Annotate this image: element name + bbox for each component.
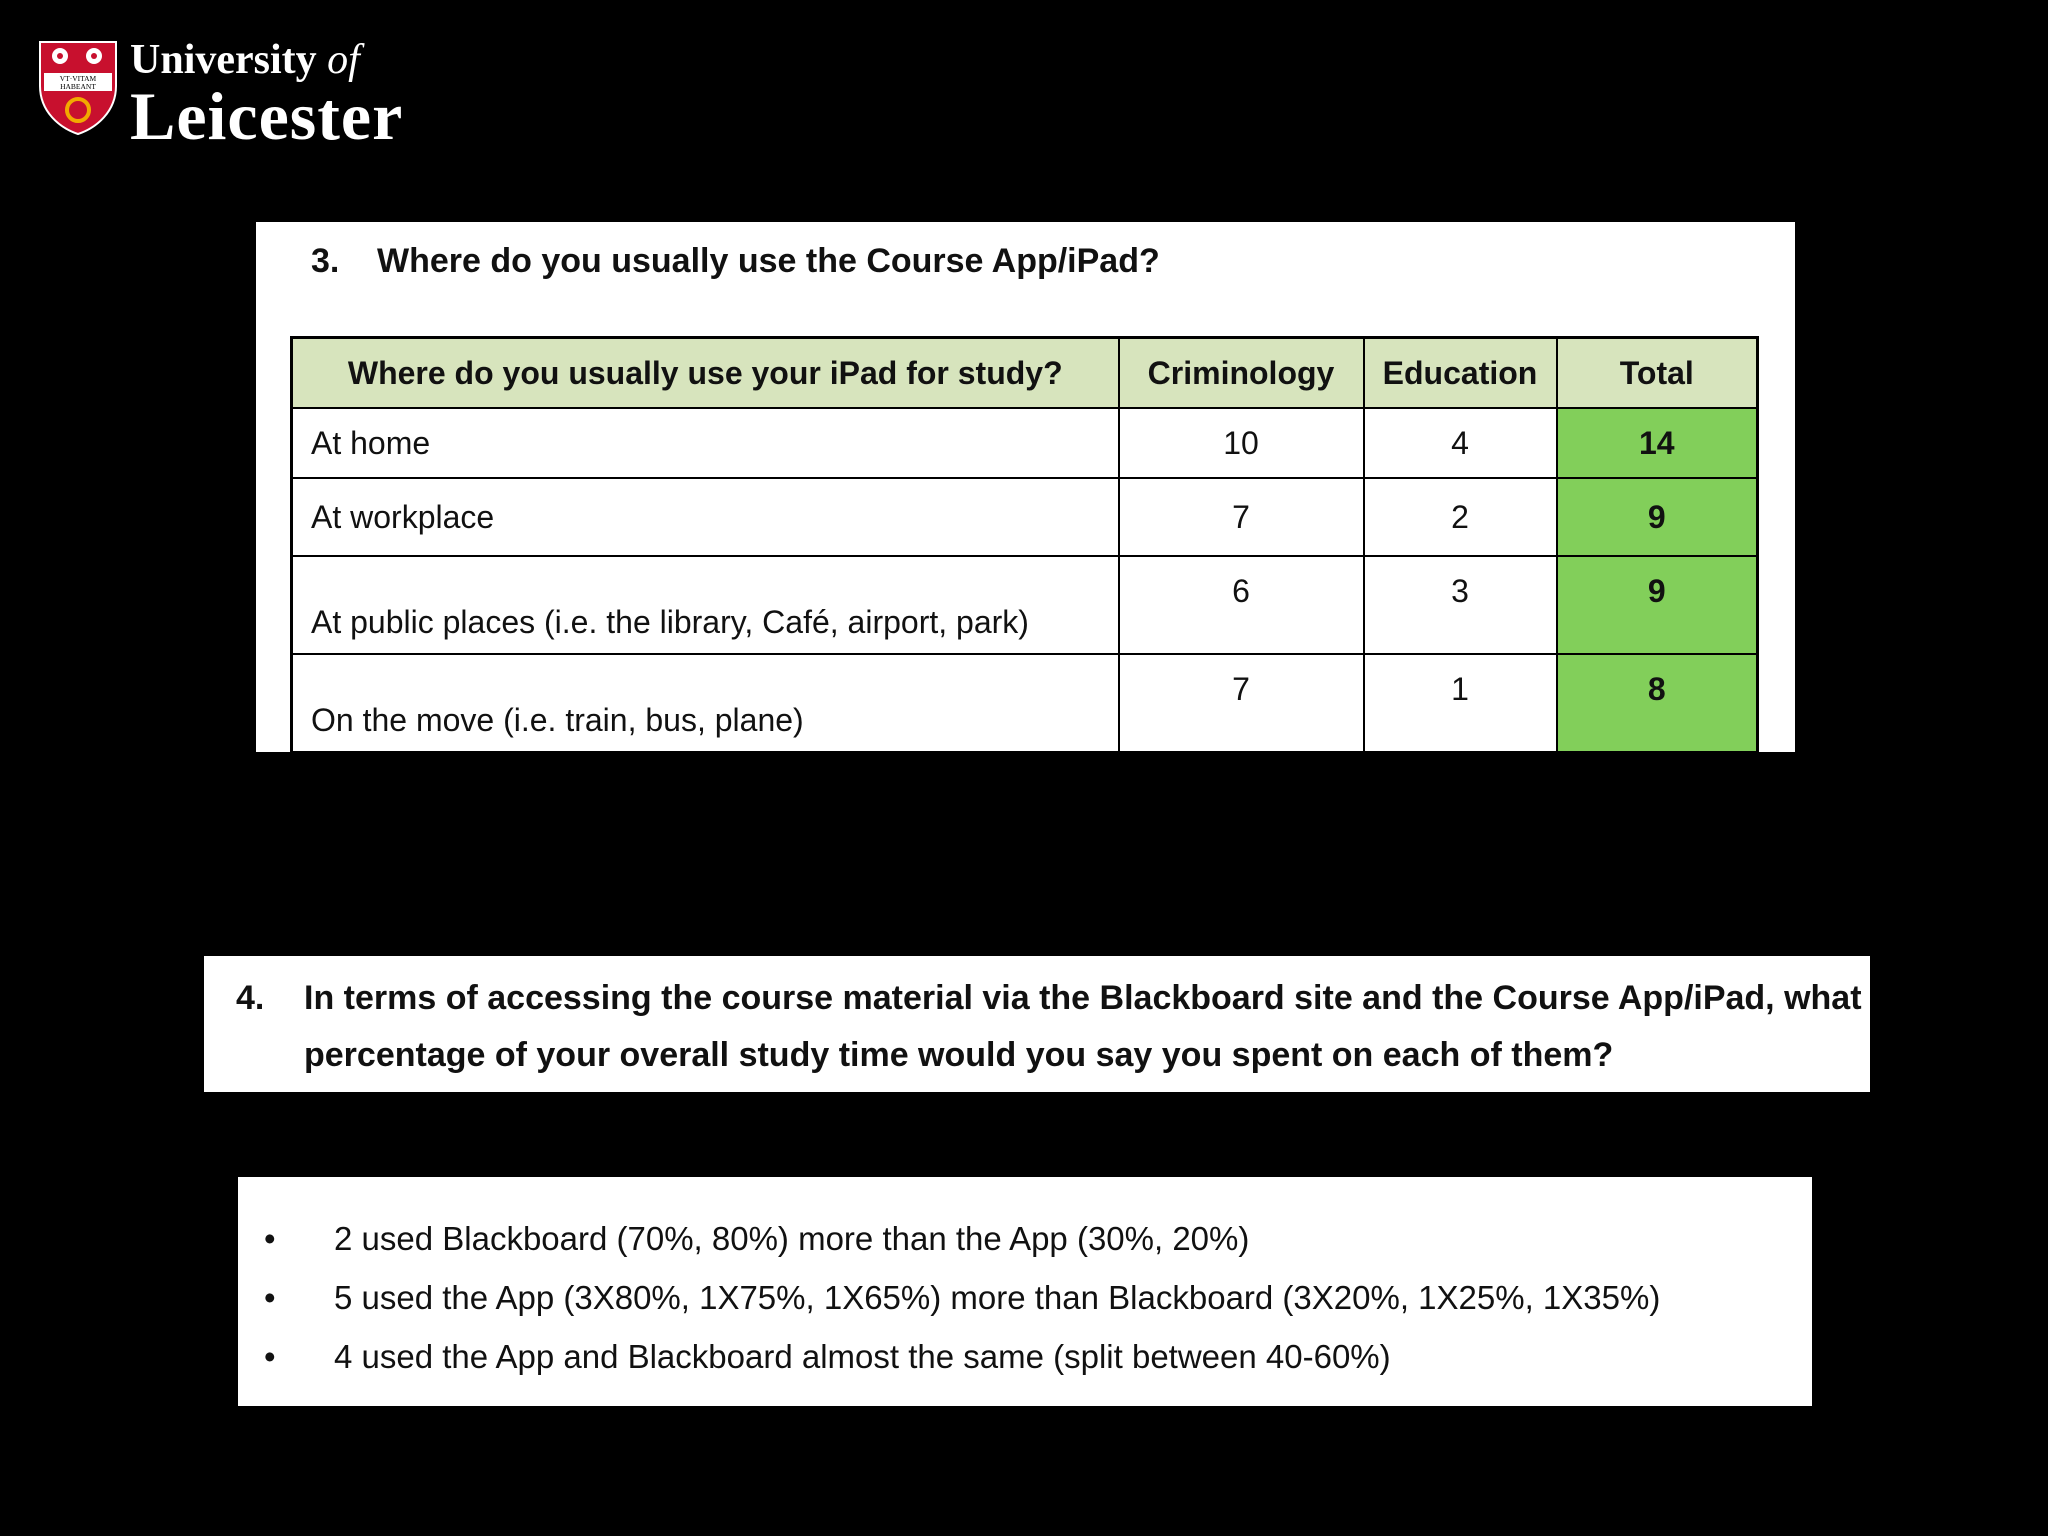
question-4-panel: [204, 956, 1870, 1092]
cell-criminology: 7: [1119, 478, 1364, 556]
cell-education: 1: [1364, 654, 1557, 753]
list-item: [264, 1337, 1804, 1396]
svg-text:HABEANT: HABEANT: [60, 82, 96, 91]
question-4-number: 4.: [236, 979, 265, 1017]
cell-location: At public places (i.e. the library, Café, airport, park): [292, 556, 1119, 654]
bullet-icon: •: [264, 1338, 276, 1375]
cell-criminology: 6: [1119, 556, 1364, 654]
cell-location: At workplace: [292, 478, 1119, 556]
result-text: 4 used the App and Blackboard almost the same (split between 40-60%): [334, 1338, 1391, 1375]
cell-total: 9: [1557, 478, 1758, 556]
bullet-icon: •: [264, 1220, 276, 1257]
header-criminology: Criminology: [1119, 338, 1364, 409]
table-row: [292, 556, 1758, 654]
question-3-heading: [311, 242, 1160, 281]
bullet-icon: •: [264, 1279, 276, 1316]
university-crest-icon: [38, 40, 118, 136]
cell-criminology: 10: [1119, 408, 1364, 478]
results-list: [264, 1219, 1804, 1396]
question-3-panel: [256, 222, 1795, 752]
header-total: Total: [1557, 338, 1758, 409]
question-4-text: In terms of accessing the course material via the Blackboard site and the Course App/iPad, what percentage of your overall study time would you say you spent on each of them?: [304, 979, 1862, 1074]
list-item: [264, 1278, 1804, 1337]
logo-line-university: University of: [130, 37, 360, 83]
usage-location-table: [290, 336, 1759, 754]
svg-text:VT·VITAM: VT·VITAM: [59, 74, 97, 83]
results-panel: [238, 1177, 1812, 1406]
cell-total: 14: [1557, 408, 1758, 478]
question-3-number: 3.: [311, 242, 340, 280]
cell-education: 3: [1364, 556, 1557, 654]
table-header-row: [292, 338, 1758, 409]
header-education: Education: [1364, 338, 1557, 409]
question-3-text: Where do you usually use the Course App/iPad?: [377, 242, 1160, 280]
result-text: 2 used Blackboard (70%, 80%) more than the App (30%, 20%): [334, 1220, 1250, 1257]
cell-education: 4: [1364, 408, 1557, 478]
cell-location: On the move (i.e. train, bus, plane): [292, 654, 1119, 753]
cell-education: 2: [1364, 478, 1557, 556]
logo-of: of: [327, 37, 360, 83]
cell-total: 9: [1557, 556, 1758, 654]
cell-location: At home: [292, 408, 1119, 478]
table-row: [292, 654, 1758, 753]
cell-criminology: 7: [1119, 654, 1364, 753]
table-row: [292, 408, 1758, 478]
result-text: 5 used the App (3X80%, 1X75%, 1X65%) more than Blackboard (3X20%, 1X25%, 1X35%): [334, 1279, 1661, 1316]
header-location: Where do you usually use your iPad for study?: [292, 338, 1119, 409]
cell-total: 8: [1557, 654, 1758, 753]
university-logo: [38, 36, 458, 154]
table-row: [292, 478, 1758, 556]
logo-line-leicester: Leicester: [130, 78, 404, 154]
list-item: [264, 1219, 1804, 1278]
